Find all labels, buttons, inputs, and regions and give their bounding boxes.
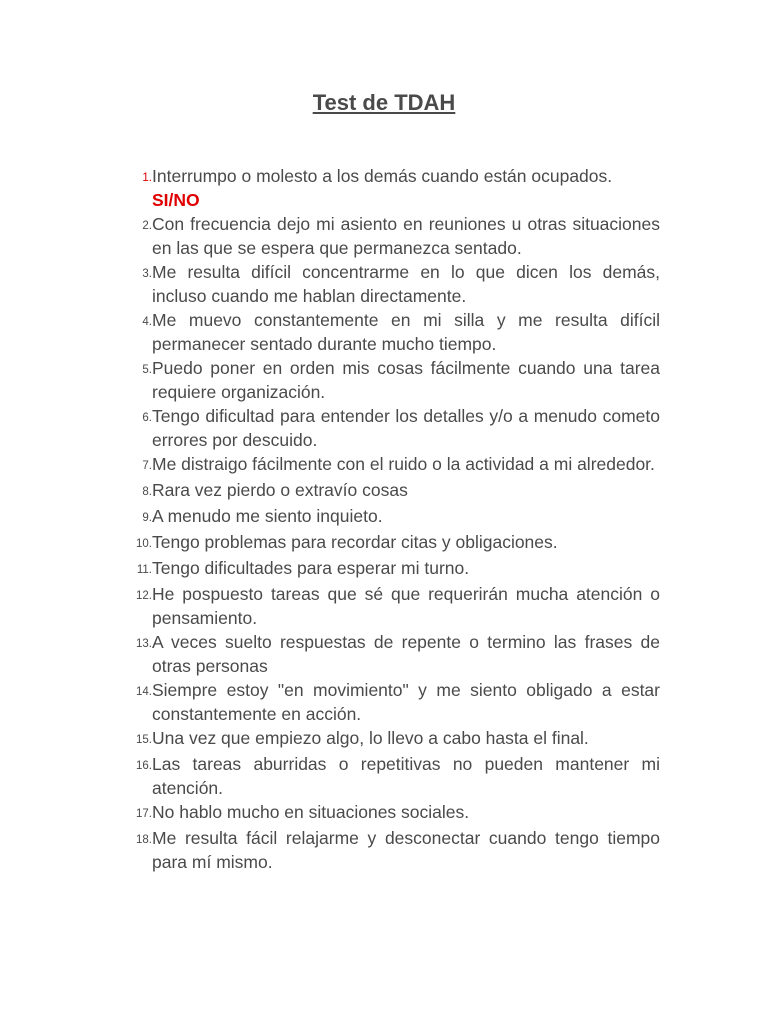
- question-text: Tengo problemas para recordar citas y obligaciones.: [152, 532, 558, 552]
- question-body: [152, 678, 660, 726]
- question-text: Una vez que empiezo algo, lo llevo a cabo hasta el final.: [152, 728, 589, 748]
- question-text: Rara vez pierdo o extravío cosas: [152, 480, 408, 500]
- question-body: [152, 530, 660, 554]
- question-item-18: [110, 826, 660, 874]
- question-number: 8.: [142, 486, 152, 498]
- question-number: 14.: [136, 686, 152, 698]
- question-item-14: [110, 678, 660, 726]
- question-item-10: [110, 530, 660, 556]
- question-text: Con frecuencia dejo mi asiento en reuniones u otras situaciones en las que se espera que permanezca sentado.: [152, 214, 660, 258]
- question-item-9: [110, 504, 660, 530]
- question-body: [152, 556, 660, 580]
- question-body: [152, 504, 660, 528]
- question-item-1: [110, 164, 660, 212]
- question-text: Tengo dificultad para entender los detalles y/o a menudo cometo errores por descuido.: [152, 406, 660, 450]
- question-number: 3.: [142, 268, 152, 280]
- question-text: A veces suelto respuestas de repente o termino las frases de otras personas: [152, 632, 660, 676]
- question-text: Me muevo constantemente en mi silla y me resulta difícil permanecer sentado durante mucho tiempo.: [152, 310, 660, 354]
- question-number: 10.: [136, 538, 152, 550]
- question-item-8: [110, 478, 660, 504]
- question-text: Interrumpo o molesto a los demás cuando están ocupados.: [152, 166, 613, 186]
- question-number: 1.: [142, 172, 152, 184]
- question-number: 7.: [142, 460, 152, 472]
- question-number: 12.: [136, 590, 152, 602]
- question-text: Me resulta fácil relajarme y desconectar cuando tengo tiempo para mí mismo.: [152, 828, 660, 872]
- question-text: Me resulta difícil concentrarme en lo que dicen los demás, incluso cuando me hablan directamente.: [152, 262, 660, 306]
- question-number: 15.: [136, 734, 152, 746]
- question-item-3: [110, 260, 660, 308]
- question-item-5: [110, 356, 660, 404]
- question-body: [152, 726, 660, 750]
- question-item-4: [110, 308, 660, 356]
- question-body: [152, 800, 660, 824]
- question-body: [152, 478, 660, 502]
- question-text: Tengo dificultades para esperar mi turno.: [152, 558, 470, 578]
- question-number: 17.: [136, 808, 152, 820]
- question-body: [152, 308, 660, 356]
- question-item-15: [110, 726, 660, 752]
- question-item-16: [110, 752, 660, 800]
- question-item-12: [110, 582, 660, 630]
- question-body: [152, 452, 660, 476]
- question-number: 18.: [136, 834, 152, 846]
- question-text: Las tareas aburridas o repetitivas no pueden mantener mi atención.: [152, 754, 660, 798]
- question-item-11: [110, 556, 660, 582]
- question-number: 5.: [142, 364, 152, 376]
- answer-options: SI/NO: [152, 190, 200, 210]
- question-text: He pospuesto tareas que sé que requerirán mucha atención o pensamiento.: [152, 584, 660, 628]
- question-body: [152, 212, 660, 260]
- question-body: [152, 404, 660, 452]
- question-body: [152, 260, 660, 308]
- question-body: [152, 582, 660, 630]
- question-number: 9.: [142, 512, 152, 524]
- question-number: 11.: [136, 564, 152, 576]
- question-text: Me distraigo fácilmente con el ruido o la actividad a mi alrededor.: [152, 454, 655, 474]
- question-item-13: [110, 630, 660, 678]
- question-number: 16.: [136, 760, 152, 772]
- page-title: Test de TDAH: [312, 90, 456, 115]
- question-item-6: [110, 404, 660, 452]
- question-item-7: [110, 452, 660, 478]
- question-item-2: [110, 212, 660, 260]
- question-number: 2.: [142, 220, 152, 232]
- question-text: No hablo mucho en situaciones sociales.: [152, 802, 470, 822]
- question-item-17: [110, 800, 660, 826]
- question-list: [110, 164, 660, 874]
- question-body: [152, 752, 660, 800]
- question-body: [152, 826, 660, 874]
- question-text: Siempre estoy "en movimiento" y me siento obligado a estar constantemente en acción.: [152, 680, 660, 724]
- question-body: [152, 630, 660, 678]
- question-number: 4.: [142, 316, 152, 328]
- question-text: A menudo me siento inquieto.: [152, 506, 383, 526]
- question-number: 13.: [136, 638, 152, 650]
- question-number: 6.: [142, 412, 152, 424]
- question-text: Puedo poner en orden mis cosas fácilmente cuando una tarea requiere organización.: [152, 358, 660, 402]
- question-body: [152, 356, 660, 404]
- question-body: [152, 164, 660, 212]
